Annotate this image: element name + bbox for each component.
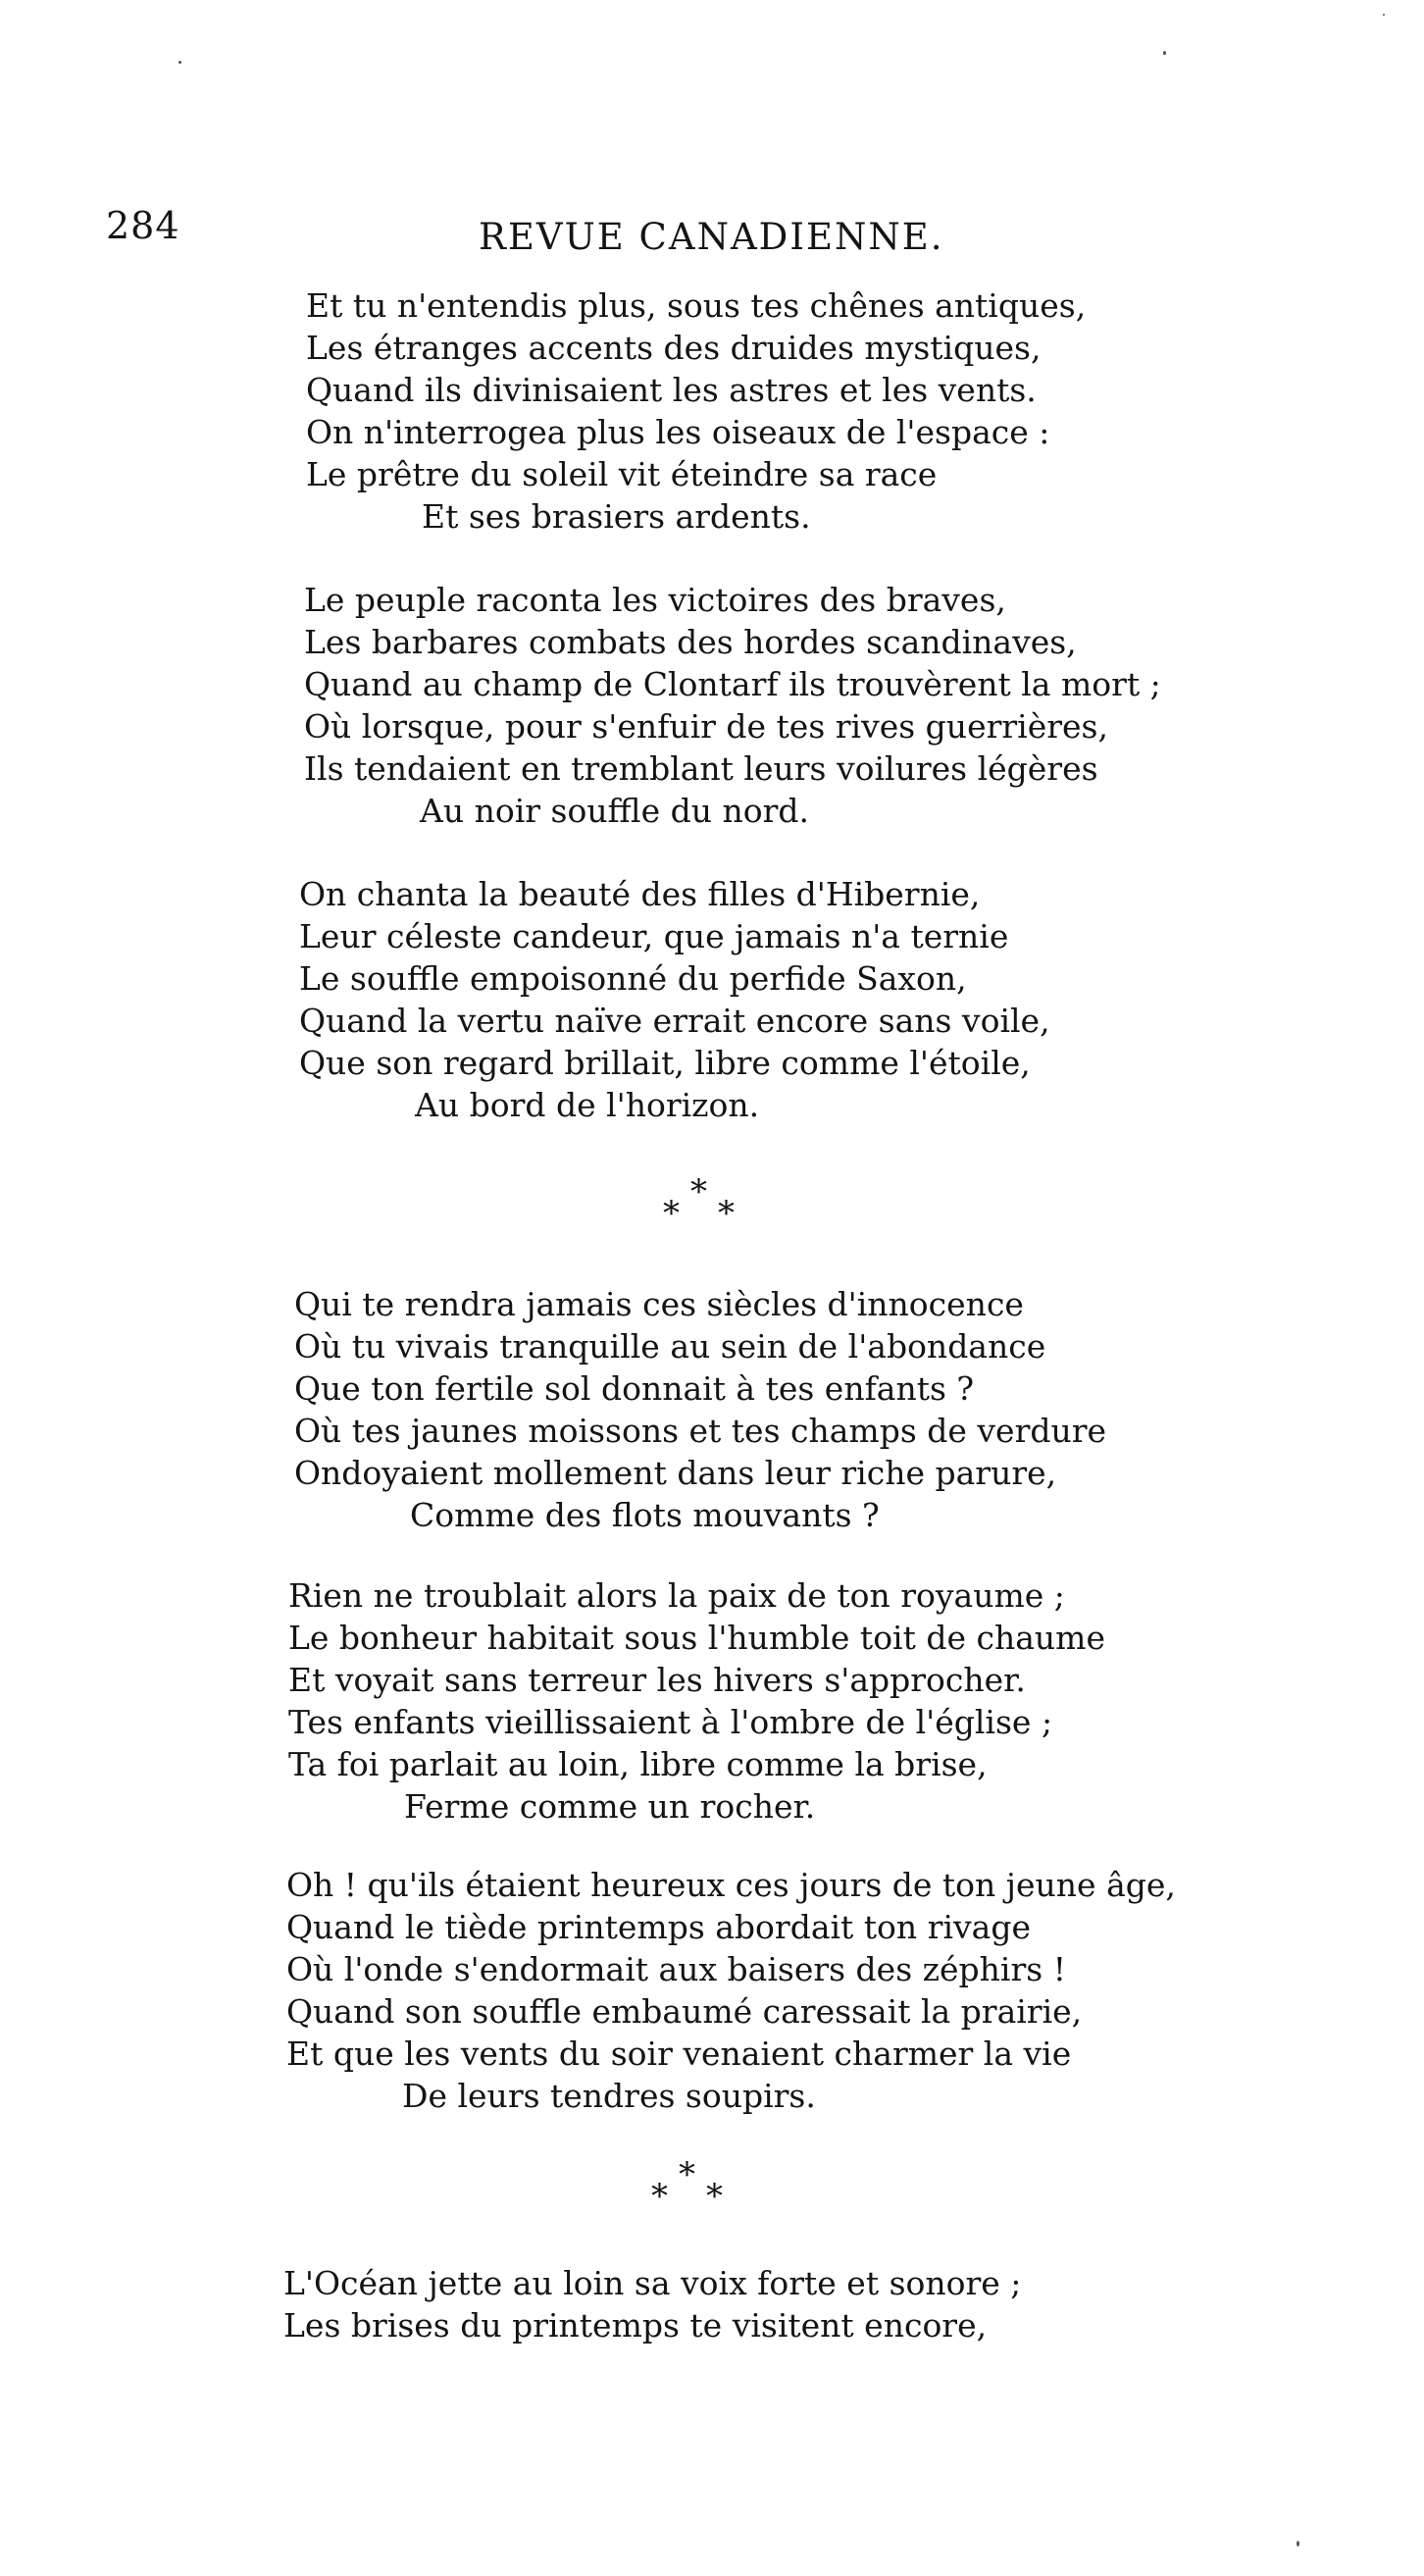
verse-line: Quand ils divinisaient les astres et les vents. — [306, 371, 1037, 409]
scan-speck — [178, 61, 181, 64]
verse-line: Et que les vents du soir venaient charmer la vie — [286, 2035, 1072, 2073]
poem-stanza-3 — [299, 873, 1050, 1126]
scan-speck — [1163, 51, 1166, 55]
verse-line: Et tu n'entendis plus, sous tes chênes antiques, — [306, 286, 1087, 325]
asterisk-glyph: * — [690, 1172, 707, 1211]
poem-stanza-1 — [306, 284, 1086, 538]
poem-stanza-6 — [286, 1864, 1176, 2117]
section-asterism — [663, 1172, 751, 1234]
scan-speck — [1297, 2541, 1299, 2547]
verse-line: Quand au champ de Clontarf ils trouvèrent la mort ; — [304, 665, 1161, 703]
verse-line: On n'interrogea plus les oiseaux de l'espace : — [306, 413, 1050, 451]
verse-line: Que ton fertile sol donnait à tes enfants ? — [294, 1369, 975, 1408]
verse-line-refrain: Au noir souffle du nord. — [420, 792, 809, 830]
page-number: 284 — [106, 204, 180, 247]
verse-line: Les brises du printemps te visitent encore, — [283, 2306, 988, 2344]
verse-line: Ta foi parlait au loin, libre comme la brise, — [288, 1745, 988, 1783]
asterisk-glyph: * — [718, 1194, 735, 1233]
verse-line-refrain: Et ses brasiers ardents. — [422, 497, 811, 536]
verse-line: Que son regard brillait, libre comme l'étoile, — [299, 1044, 1031, 1082]
verse-line: Le prêtre du soleil vit éteindre sa race — [306, 455, 938, 493]
verse-line: Où lorsque, pour s'enfuir de tes rives guerrières, — [304, 707, 1108, 746]
verse-line: Tes enfants vieillissaient à l'ombre de l'église ; — [288, 1703, 1053, 1741]
poem-stanza-5 — [288, 1574, 1105, 1828]
asterisk-glyph: * — [679, 2155, 695, 2194]
poem-stanza-4 — [294, 1283, 1106, 1536]
verse-line: Où tu vivais tranquille au sein de l'abondance — [294, 1327, 1046, 1365]
poem-stanza-2 — [304, 579, 1161, 832]
verse-line: Les étranges accents des druides mystiques, — [306, 329, 1042, 367]
verse-line: Leur céleste candeur, que jamais n'a ternie — [299, 917, 1009, 955]
verse-line: Ils tendaient en tremblant leurs voilures légères — [304, 749, 1098, 788]
verse-line: L'Océan jette au loin sa voix forte et sonore ; — [283, 2264, 1022, 2302]
running-title: REVUE CANADIENNE. — [479, 216, 944, 258]
poem-stanza-7 — [283, 2262, 1021, 2346]
verse-line: Le peuple raconta les victoires des braves, — [304, 581, 1006, 619]
section-asterism — [651, 2155, 739, 2217]
verse-line-refrain: De leurs tendres soupirs. — [402, 2077, 816, 2115]
verse-line: Où l'onde s'endormait aux baisers des zéphirs ! — [286, 1950, 1066, 1988]
verse-line: Le souffle empoisonné du perfide Saxon, — [299, 959, 967, 998]
verse-line: Quand la vertu naïve errait encore sans voile, — [299, 1002, 1050, 1040]
verse-line: Oh ! qu'ils étaient heureux ces jours de ton jeune âge, — [286, 1866, 1176, 1904]
verse-line: Les barbares combats des hordes scandinaves, — [304, 623, 1077, 661]
verse-line-refrain: Au bord de l'horizon. — [415, 1086, 760, 1124]
verse-line-refrain: Ferme comme un rocher. — [404, 1787, 816, 1826]
asterisk-glyph: * — [706, 2177, 723, 2216]
verse-line: Et voyait sans terreur les hivers s'approcher. — [288, 1661, 1026, 1699]
verse-line-refrain: Comme des flots mouvants ? — [410, 1496, 880, 1534]
verse-line: Rien ne troublait alors la paix de ton royaume ; — [288, 1576, 1065, 1615]
verse-line: Quand son souffle embaumé caressait la prairie, — [286, 1992, 1083, 2031]
scan-speck — [1383, 14, 1385, 16]
asterisk-glyph: * — [663, 1194, 680, 1233]
verse-line: Quand le tiède printemps abordait ton rivage — [286, 1908, 1031, 1946]
verse-line: Ondoyaient mollement dans leur riche parure, — [294, 1454, 1057, 1492]
verse-line: On chanta la beauté des filles d'Hibernie, — [299, 875, 981, 913]
asterisk-glyph: * — [651, 2177, 668, 2216]
verse-line: Le bonheur habitait sous l'humble toit de chaume — [288, 1619, 1105, 1657]
verse-line: Où tes jaunes moissons et tes champs de verdure — [294, 1412, 1107, 1450]
verse-line: Qui te rendra jamais ces siècles d'innocence — [294, 1285, 1024, 1323]
